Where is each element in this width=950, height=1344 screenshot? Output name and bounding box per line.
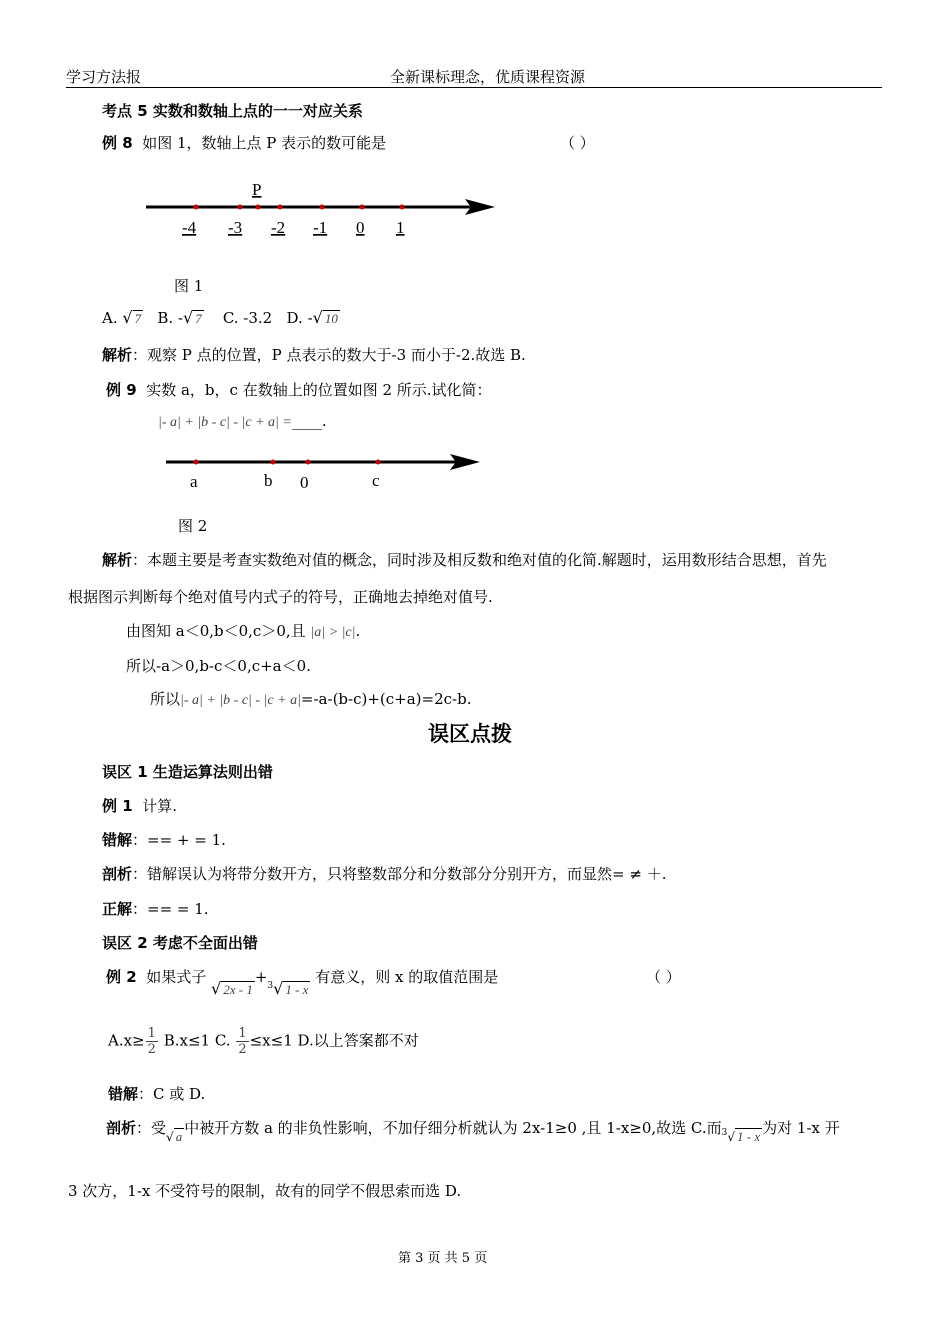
sqrt-expression: √ 7 xyxy=(183,308,202,327)
example-label: 例 8 xyxy=(102,134,133,152)
tick-dot xyxy=(194,205,199,210)
tick-label: -4 xyxy=(182,218,197,237)
example-text: 如图 1，数轴上点 P 表示的数可能是 xyxy=(142,134,387,152)
mistake-2-options xyxy=(108,1026,419,1057)
numerator: 1 xyxy=(238,1026,247,1041)
tick-dot xyxy=(320,205,325,210)
correct-label: 正解 xyxy=(102,900,133,918)
analysis-text: 为对 1-x 开 xyxy=(762,1119,840,1137)
header-center: 全新课标理念，优质课程资源 xyxy=(390,68,586,86)
mistake-2-analysis-line2: 3 次方，1-x 不受符号的限制，故有的同学不假思索而选 D. xyxy=(68,1182,462,1200)
analysis-text: ：受 xyxy=(136,1119,167,1137)
radicand: 7 xyxy=(195,311,202,326)
option-a: A. xyxy=(102,309,118,327)
sqrt-expression: √ 2x - 1 xyxy=(211,979,253,998)
analysis-label: 剖析 xyxy=(106,1119,137,1137)
section-heading: 误区点拨 xyxy=(428,722,512,746)
tick-label: -2 xyxy=(271,218,286,237)
number-line-1 xyxy=(140,175,510,245)
abs-expression: |a| > |c| xyxy=(310,625,356,640)
radicand: 1 - x xyxy=(285,982,309,997)
radicand: 1 - x xyxy=(737,1129,761,1144)
plus-sign: + xyxy=(254,968,268,986)
fraction-half xyxy=(146,1026,158,1057)
step-text: 所以 xyxy=(150,690,181,708)
mistake-1-title: 误区 1 生造运算法则出错 xyxy=(102,763,273,781)
answer-paren: （ ） xyxy=(560,134,595,152)
origin-dot xyxy=(306,460,311,465)
example-label: 例 2 xyxy=(106,968,137,986)
root-index: 3 xyxy=(267,981,274,991)
example-label: 例 1 xyxy=(102,797,133,815)
point-b-label: b xyxy=(264,471,273,490)
solution-9-line2: 根据图示判断每个绝对值号内式子的符号，正确地去掉绝对值号. xyxy=(68,588,493,606)
point-b-dot xyxy=(271,460,276,465)
mistake-1-example xyxy=(102,795,177,816)
radicand: 7 xyxy=(134,311,142,326)
correct-text: ：== = 1. xyxy=(132,900,209,918)
figure-caption: 图 2 xyxy=(178,517,208,535)
solution-step-2: 所以-a＞0,b-c＜0,c+a＜0. xyxy=(126,657,311,675)
example-9 xyxy=(106,379,492,400)
step-text: 由图知 a＜0,b＜0,c＞0,且 xyxy=(126,622,306,640)
example-text: 如果式子 xyxy=(146,968,207,986)
point-p-label: P xyxy=(252,180,262,199)
option-c: C. -3.2 xyxy=(222,309,273,327)
mistake-1-wrong xyxy=(102,829,226,850)
analysis-text: 中被开方数 a 的非负性影响，不加仔细分析就认为 2x-1≥0 ,且 1-x≥0,故选 C.而 xyxy=(184,1119,722,1137)
option-d: D. - xyxy=(286,309,313,327)
header-left: 学习方法报 xyxy=(66,68,142,86)
mistake-2-title: 误区 2 考虑不全面出错 xyxy=(102,934,258,952)
tick-label: 0 xyxy=(356,218,365,237)
tick-label: 1 xyxy=(396,218,405,237)
radicand: a xyxy=(175,1129,183,1144)
example-8 xyxy=(102,132,386,153)
radicand: 2x - 1 xyxy=(223,982,253,997)
tick-label: -1 xyxy=(313,218,328,237)
example-text: 有意义，则 x 的取值范围是 xyxy=(315,968,499,986)
tick-dot xyxy=(278,205,283,210)
option-b-c: B.x≤1 C. xyxy=(163,1031,231,1050)
options-row xyxy=(102,308,340,327)
point-c-label: c xyxy=(372,471,380,490)
point-a-dot xyxy=(194,460,199,465)
solution-step-1 xyxy=(126,620,360,641)
origin-label: 0 xyxy=(300,473,309,492)
solution-8 xyxy=(102,344,526,365)
point-p-dot xyxy=(256,205,261,210)
page-number: 第 3 页 共 5 页 xyxy=(398,1251,488,1266)
sqrt-expression: √ a xyxy=(166,1129,183,1144)
number-line-2 xyxy=(160,445,490,500)
cbrt-expression: $^3$√ 1 - x xyxy=(721,1128,761,1144)
step-text: . xyxy=(355,622,361,640)
analysis-label: 剖析 xyxy=(102,865,133,883)
tick-dot xyxy=(360,205,365,210)
answer-paren: （ ） xyxy=(646,968,681,986)
example-label: 例 9 xyxy=(106,381,137,399)
header-rule xyxy=(66,87,882,88)
denominator: 2 xyxy=(147,1042,156,1057)
example-text: 实数 a，b，c 在数轴上的位置如图 2 所示.试化简： xyxy=(146,381,492,399)
abs-expression: |- a| + |b - c| - |c + a| = xyxy=(158,415,292,430)
cbrt-expression: $^3$√ 1 - x xyxy=(267,979,309,998)
tick-label: -3 xyxy=(228,218,243,237)
mistake-2-example xyxy=(106,966,499,998)
wrong-text: ：== + = 1. xyxy=(132,831,226,849)
root-index: 3 xyxy=(721,1128,728,1138)
denominator: 2 xyxy=(238,1042,247,1057)
mistake-1-analysis xyxy=(102,863,666,884)
wrong-label: 错解 xyxy=(108,1085,139,1103)
analysis-text: ：错解误认为将带分数开方，只将整数部分和分数部分分别开方，而显然= ≠ ＋. xyxy=(132,865,667,883)
option-c-d: ≤x≤1 D.以上答案都不对 xyxy=(249,1031,419,1050)
figure-caption: 图 1 xyxy=(174,277,204,295)
option-b: B. - xyxy=(157,309,184,327)
tick-dot xyxy=(238,205,243,210)
solution-9-line1 xyxy=(102,549,827,570)
mistake-2-analysis-line1 xyxy=(106,1117,840,1144)
point-a-label: a xyxy=(190,472,198,491)
expression-line xyxy=(158,412,327,431)
sqrt-expression: √ 10 xyxy=(312,308,338,327)
example-text: 计算. xyxy=(142,797,177,815)
answer-blank: ____. xyxy=(291,412,327,430)
option-a: A.x≥ xyxy=(108,1031,145,1050)
solution-text: ：观察 P 点的位置，P 点表示的数大于-3 而小于-2.故选 B. xyxy=(132,346,526,364)
numerator: 1 xyxy=(147,1026,156,1041)
solution-text: ：本题主要是考查实数绝对值的概念，同时涉及相反数和绝对值的化简.解题时，运用数形结合思想，首先 xyxy=(132,551,827,569)
radicand: 10 xyxy=(324,311,338,326)
point-c-dot xyxy=(376,460,381,465)
mistake-2-wrong xyxy=(108,1083,205,1104)
mistake-1-correct xyxy=(102,898,209,919)
tick-dot xyxy=(400,205,405,210)
abs-expression: |- a| + |b - c| - |c + a| xyxy=(180,693,301,708)
section-title: 考点 5 实数和数轴上点的一一对应关系 xyxy=(102,102,363,120)
fraction-half xyxy=(236,1026,248,1057)
wrong-text: ：C 或 D. xyxy=(138,1085,206,1103)
solution-step-3 xyxy=(150,688,471,709)
solution-label: 解析 xyxy=(102,346,133,364)
wrong-label: 错解 xyxy=(102,831,133,849)
solution-label: 解析 xyxy=(102,551,133,569)
sqrt-expression: √ 7 xyxy=(122,308,142,327)
step-text: =-a-(b-c)+(c+a)=2c-b. xyxy=(300,690,472,708)
